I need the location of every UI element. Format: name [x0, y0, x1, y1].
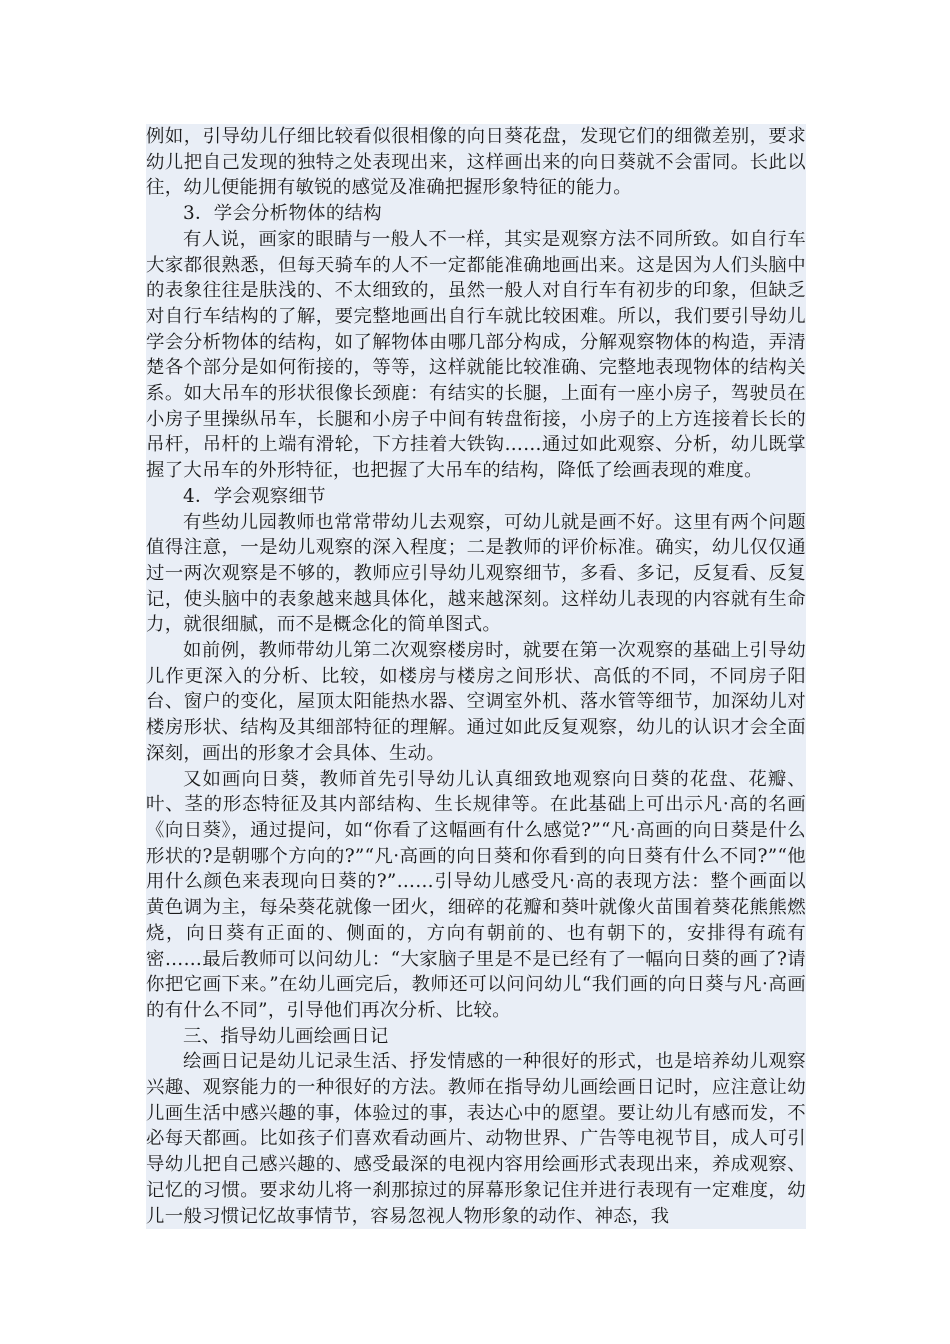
- heading-observe-details: 4．学会观察细节: [183, 485, 326, 507]
- paragraph-structure-analysis: 有人说，画家的眼睛与一般人不一样，其实是观察方法不同所致。如自行车大家都很熟悉，但每天骑车的人不一定都能准确地画出来。这是因为人们头脑中的表象往往是肤浅的、不太细致的，虽然一般人对自行车有初步的印象，但缺乏对自行车结构的了解，要完整地画出自行车就比较困难。所以，我们要引导幼儿学会分析物体的结构，如了解物体由哪几部分构成，分解观察物体的构造，弄清楚各个部分是如何衔接的，等等，这样就能比较准确、完整地表现物体的结构关系。如大吊车的形状很像长颈鹿：有结实的长腿，上面有一座小房子，驾驶员在小房子里操纵吊车，长腿和小房子中间有转盘衔接，小房子的上方连接着长长的吊杆，吊杆的上端有滑轮，下方挂着大铁钩……通过如此观察、分析，幼儿既掌握了大吊车的外形特征，也把握了大吊车的结构，降低了绘画表现的难度。: [146, 228, 806, 482]
- document-text-block: [146, 124, 806, 1229]
- paragraph-drawing-diary: 绘画日记是幼儿记录生活、抒发情感的一种很好的形式，也是培养幼儿观察兴趣、观察能力的一种很好的方法。教师在指导幼儿画绘画日记时，应注意让幼儿画生活中感兴趣的事，体验过的事，表达心中的愿望。要让幼儿有感而发，不必每天都画。比如孩子们喜欢看动画片、动物世界、广告等电视节目，成人可引导幼儿把自己感兴趣的、感受最深的电视内容用绘画形式表现出来，养成观察、记忆的习惯。要求幼儿将一刹那掠过的屏幕形象记住并进行表现有一定难度，幼儿一般习惯记忆故事情节，容易忽视人物形象的动作、神态，我: [146, 1051, 806, 1227]
- heading-analyze-structure: 3．学会分析物体的结构: [183, 203, 382, 225]
- paragraph-sunflower-van-gogh: 又如画向日葵，教师首先引导幼儿认真细致地观察向日葵的花盘、花瓣、叶、茎的形态特征及其内部结构、生长规律等。在此基础上可出示凡·高的名画《向日葵》，通过提问，如“你看了这幅画有什么感觉?”“凡·高画的向日葵是什么形状的?是朝哪个方向的?”“凡·高画的向日葵和你看到的向日葵有什么不同?”“他用什么颜色来表现向日葵的?”……引导幼儿感受凡·高的表现方法：整个画面以黄色调为主，每朵葵花就像一团火，细碎的花瓣和葵叶就像火苗围着葵花熊熊燃烧，向日葵有正面的、侧面的，方向有朝前的、也有朝下的，安排得有疏有密……最后教师可以问幼儿：“大家脑子里是不是已经有了一幅向日葵的画了?请你把它画下来。”在幼儿画完后，教师还可以问问幼儿“我们画的向日葵与凡·高画的有什么不同”，引导他们再次分析、比较。: [146, 768, 806, 1021]
- paragraph-sunflower-comparison: 例如，引导幼儿仔细比较看似很相像的向日葵花盘，发现它们的细微差别，要求幼儿把自己发现的独特之处表现出来，这样画出来的向日葵就不会雷同。长此以往，幼儿便能拥有敏锐的感觉及准确把握形象特征的能力。: [146, 126, 806, 199]
- paragraph-building-observation: 如前例，教师带幼儿第二次观察楼房时，就要在第一次观察的基础上引导幼儿作更深入的分析、比较，如楼房与楼房之间形状、高低的不同，不同房子阳台、窗户的变化，屋顶太阳能热水器、空调室外机、落水管等细节，加深幼儿对楼房形状、结构及其细部特征的理解。通过如此反复观察，幼儿的认识才会全面深刻，画出的形象才会具体、生动。: [146, 640, 806, 764]
- paragraph-observe-details: 有些幼儿园教师也常常带幼儿去观察，可幼儿就是画不好。这里有两个问题值得注意，一是幼儿观察的深入程度；二是教师的评价标准。确实，幼儿仅仅通过一两次观察是不够的，教师应引导幼儿观察细节，多看、多记，反复看、反复记，使头脑中的表象越来越具体化，越来越深刻。这样幼儿表现的内容就有生命力，就很细腻，而不是概念化的简单图式。: [146, 511, 806, 636]
- heading-drawing-diary: 三、指导幼儿画绘画日记: [183, 1025, 389, 1047]
